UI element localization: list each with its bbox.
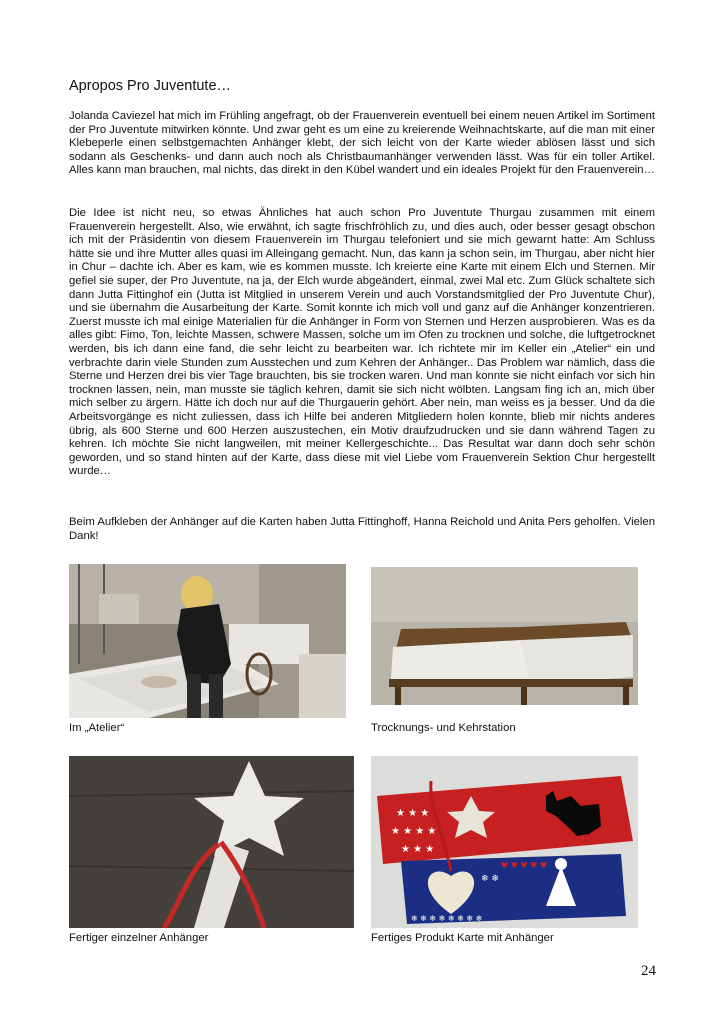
svg-text:★ ★ ★: ★ ★ ★ bbox=[401, 844, 435, 855]
svg-text:❄ ❄: ❄ ❄ bbox=[481, 874, 499, 884]
paragraph-thanks: Beim Aufkleben der Anhänger auf die Karten haben Jutta Fittinghoff, Hanna Reichold und Anita Pers geholfen. Vielen Dank! bbox=[69, 516, 655, 542]
photo-atelier bbox=[69, 564, 346, 718]
svg-text:★ ★ ★: ★ ★ ★ bbox=[396, 808, 430, 819]
svg-text:★ ★ ★ ★: ★ ★ ★ ★ bbox=[391, 826, 437, 837]
caption-atelier: Im „Atelier“ bbox=[69, 722, 125, 734]
svg-text:♥ ♥ ♥ ♥ ♥: ♥ ♥ ♥ ♥ ♥ bbox=[501, 861, 548, 870]
caption-single-ornament: Fertiger einzelner Anhänger bbox=[69, 932, 209, 944]
page-number: 24 bbox=[641, 963, 656, 979]
caption-drying-station: Trocknungs- und Kehrstation bbox=[371, 722, 516, 734]
paragraph-intro: Jolanda Caviezel hat mich im Frühling angefragt, ob der Frauenverein eventuell bei einem neuen Artikel im Sortiment der Pro Juventute mitwirken könnte. Und zwar geht es um eine zu kreierende Weihnachtskarte, auf die man mit einer Klebeperle einen selbstgemachten Anhänger klebt, der sich leicht von der Karte wieder ablösen lässt und sich sodann als Geschenks- und dann auch noch als Christbaumanhänger verwenden lässt. Was für ein toller Artikel. Alles kann man brauchen, mal nichts, das direkt in den Kübel wandert und ein ideales Projekt für den Frauenverein… bbox=[69, 110, 655, 177]
photo-finished-card bbox=[371, 756, 638, 928]
svg-text:❄ ❄ ❄ ❄ ❄ ❄ ❄ ❄: ❄ ❄ ❄ ❄ ❄ ❄ ❄ ❄ bbox=[411, 914, 483, 923]
paragraph-story: Die Idee ist nicht neu, so etwas Ähnliches hat auch schon Pro Juventute Thurgau zusammen mit einem Frauenverein hergestellt. Also, wie erwähnt, ich sagte frischfröhlich zu, und dies auch, oder besser gesagt obschon ich mit der Präsidentin von diesem Frauenverein im Thurgau telefoniert und sie mich gewarnt hatte: Am Schluss hätte sie und ihre Mutter alles quasi im Alleingang gemacht. Nun, das kann ja schon sein, im Thurgau, aber nicht hier in Chur – dachte ich. Aber es kam, wie es kommen musste. Ich kreierte eine Karte mit einem Elch und Sternen. Mir gefiel sie super, der Pro Juventute, na ja, der Elch wurde abgeändert, einmal, zwei Mal etc. Zum Glück schaltete sich dann Jutta Fittinghof ein (Jutta ist Mitglied in unserem Verein und auch Vorstandsmitglied der Pro Juventute Chur), und sie übernahm die Ausarbeitung der Karte. Somit konnte ich mich voll und ganz auf die Anhänger konzentrieren. Zuerst musste ich mal einige Materialien für die Anhänger in Form von Sternen und Herzen ausprobieren. Was es da alles gibt: Fimo, Ton, leichte Massen, schwere Massen, solche um im Ofen zu trocknen und solche, die luftgetrocknet werden, bis ich dann eine fand, die sehr leicht zu bearbeiten war. Ich richtete mir im Keller ein „Atelier“ ein und verbrachte darin viele Stunden zum Ausstechen und zum Kehren der Anhänger.. Das Problem war nämlich, dass die Sterne und Herzen drei bis vier Tage brauchten, bis sie trocken waren. Und man konnte sie nicht einfach vor sich hin trocknen lassen, nein, man musste sie täglich kehren, damit sie sich nicht wölbten. Langsam fing ich an, mich über mich selber zu ärgern. Hätte ich doch nur auf die Thurgauerin gehört. Aber nein, man weiss es ja besser. Und da die Arbeitsvorgänge es nicht zuliessen, dass ich Hilfe bei anderen Mitgliedern holen konnte, blieb mir nichts anderes übrig, als 600 Sterne und 600 Herzen auszustechen, ein Motiv draufzudrucken und sie dann während Tagen zu kehren. Ich möchte Sie nicht langweilen, mit meiner Kellergeschichte... Das Resultat war dann doch sehr schön geworden, und so stand hinten auf der Karte, dass diese mit viel Liebe vom Frauenverein Sektion Chur hergestellt wurde… bbox=[69, 207, 655, 478]
photo-single-ornament bbox=[69, 756, 354, 928]
photo-drying-station bbox=[371, 567, 638, 705]
article-title: Apropos Pro Juventute… bbox=[69, 78, 232, 94]
caption-finished-card: Fertiges Produkt Karte mit Anhänger bbox=[371, 932, 554, 944]
